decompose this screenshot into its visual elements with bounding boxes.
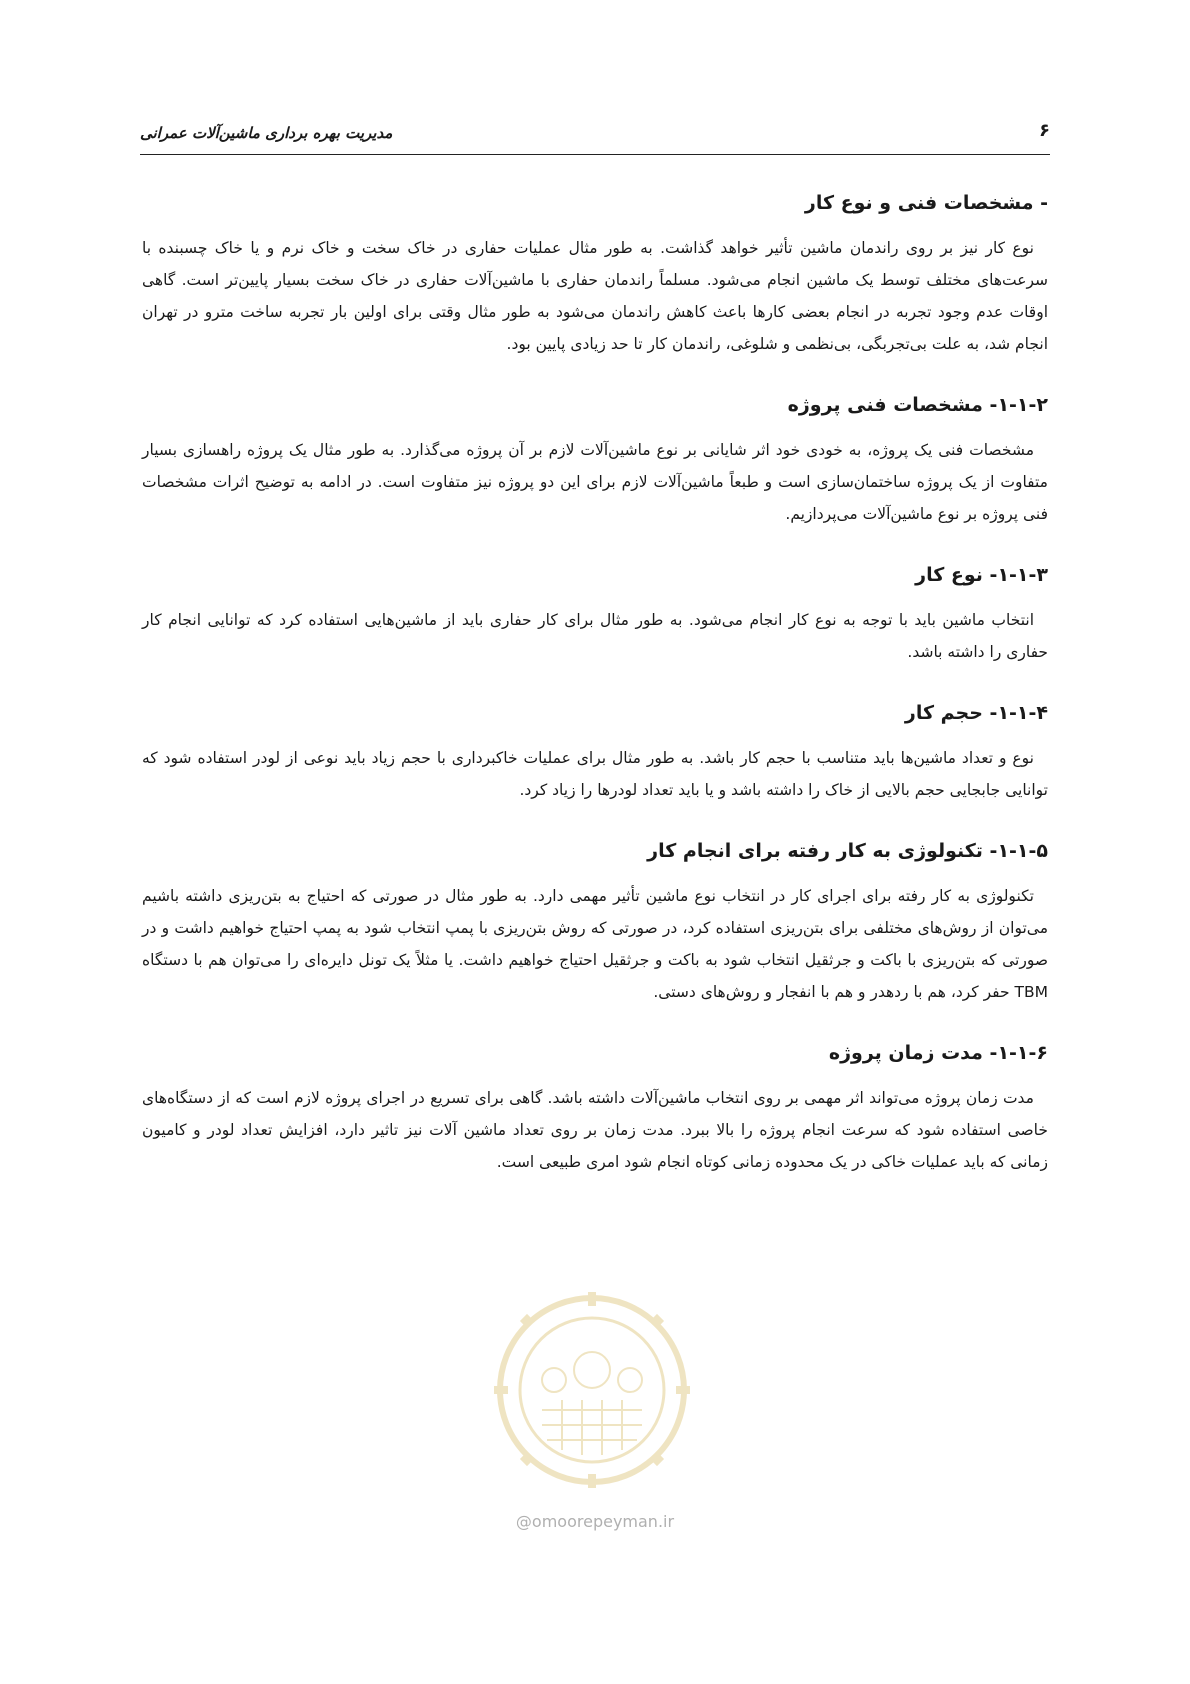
section-heading: ۱-۱-۲- مشخصات فنی پروژه [787, 394, 1048, 416]
section-paragraph: نوع کار نیز بر روی راندمان ماشین تأثیر خواهد گذاشت. به طور مثال عملیات حفاری در خاک سخت و خاک نرم و یا خاک چسبنده با سرعت‌های مختلف توسط یک ماشین انجام می‌شود. مسلماً راندمان حفاری با ماشین‌آلات حفاری در خاک سخت بسیار پایین‌تر است. گاهی اوقات عدم وجود تجربه در انجام بعضی کارها باعث کاهش راندمان می‌شود به طور مثال وقتی برای اولین بار تجربه ساخت مترو در تهران انجام شد، به علت بی‌تجربگی، بی‌نظمی و شلوغی، راندمان کار تا حد زیادی پایین بود. [142, 239, 1048, 353]
header-rule [140, 154, 1050, 155]
section-heading: - مشخصات فنی و نوع کار [804, 192, 1048, 214]
section-paragraph: مشخصات فنی یک پروژه، به خودی خود اثر شایانی بر نوع ماشین‌آلات لازم بر آن پروژه می‌گذارد. به طور مثال یک پروژه راهسازی بسیار متفاوت از یک پروژه ساختمان‌سازی است و طبعاً ماشین‌آلات لازم برای این دو پروژه نیز متفاوت است. در ادامه به توضیح اثرات مشخصات فنی پروژه بر نوع ماشین‌آلات می‌پردازیم. [142, 441, 1048, 523]
running-title: مدیریت بهره برداری ماشین‌آلات عمرانی [140, 124, 393, 142]
section-heading: ۱-۱-۴- حجم کار [904, 702, 1048, 724]
section-paragraph: مدت زمان پروژه می‌تواند اثر مهمی بر روی انتخاب ماشین‌آلات داشته باشد. گاهی برای تسریع در اجرای پروژه لازم است که از دستگاه‌های خاصی استفاده شود که سرعت انجام پروژه را بالا ببرد. مدت زمان بر روی تعداد ماشین آلات نیز تاثیر دارد، افزایش تعداد لودر و کامیون زمانی که باید عملیات خاکی در یک محدوده زمانی کوتاه انجام شود امری طبیعی است. [142, 1089, 1048, 1171]
watermark-logo [492, 1290, 692, 1490]
page-header [140, 120, 1050, 156]
section-heading: ۱-۱-۶- مدت زمان پروژه [828, 1042, 1048, 1064]
section-paragraph: نوع و تعداد ماشین‌ها باید متناسب با حجم کار باشد. به طور مثال برای عملیات خاکبرداری با حجم زیاد باید نوعی از لودر استفاده شود که توانایی جابجایی حجم بالایی از خاک را داشته باشد و یا باید تعداد لودرها را زیاد کرد. [142, 749, 1048, 799]
section-heading: ۱-۱-۵- تکنولوژی به کار رفته برای انجام کار [647, 840, 1048, 862]
section-paragraph: انتخاب ماشین باید با توجه به نوع کار انجام می‌شود. به طور مثال برای کار حفاری باید از ماشین‌هایی استفاده کرد که توانایی انجام کار حفاری را داشته باشد. [142, 611, 1048, 661]
section-paragraph: تکنولوژی به کار رفته برای اجرای کار در انتخاب نوع ماشین تأثیر مهمی دارد. به طور مثال در صورتی که احتیاج به بتن‌ریزی داشته باشیم می‌توان از روش‌های مختلفی برای بتن‌ریزی استفاده کرد، در صورتی که روش بتن‌ریزی با پمپ انتخاب شود به پمپ احتیاج خواهیم داشت و در صورتی که بتن‌ریزی با باکت و جرثقیل انتخاب شود به باکت و جرثقیل احتیاج خواهیم داشت. یا مثلاً یک تونل دایره‌ای را می‌توان هم با دستگاه TBM حفر کرد، هم با ردهدر و هم با انفجار و روش‌های دستی. [142, 887, 1048, 1001]
watermark-url: @omoorepeyman.ir [515, 1512, 675, 1531]
document-body [142, 186, 1048, 1206]
section-heading: ۱-۱-۳- نوع کار [915, 564, 1048, 586]
page-number: ۶ [1039, 120, 1050, 141]
